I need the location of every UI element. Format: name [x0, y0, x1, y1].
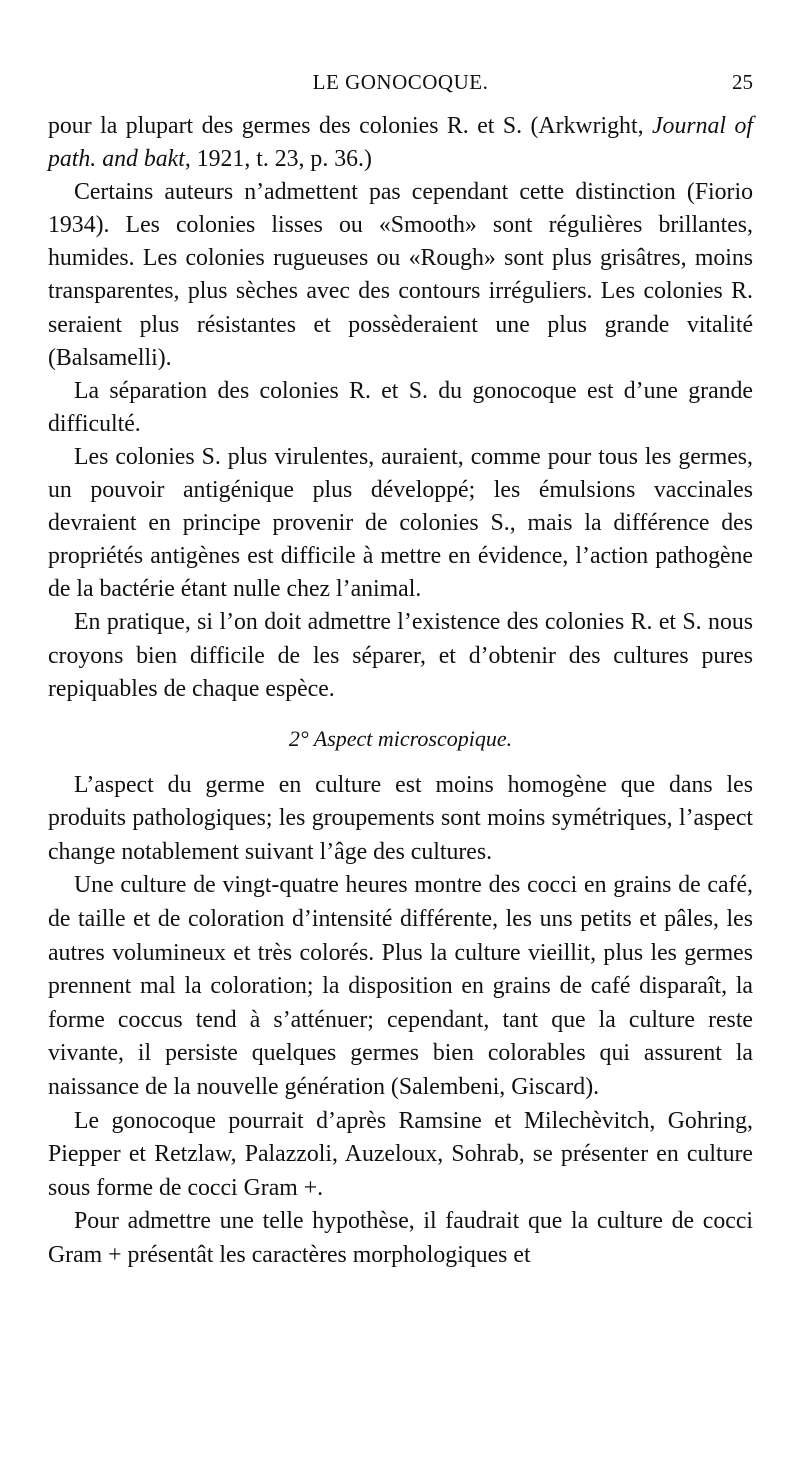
section-heading: 2° Aspect microscopique.	[288, 725, 513, 751]
paragraph: La séparation des colonies R. et S. du gonocoque est d’une grande difficulté.	[48, 377, 753, 437]
running-head	[48, 70, 753, 106]
page-number: 25	[732, 70, 753, 94]
running-title: LE GONOCOQUE.	[312, 70, 489, 94]
paragraph: Pour admettre une telle hypothèse, il faudrait que la culture de cocci Gram + présentât les caractères morphologiques et	[48, 1208, 753, 1268]
lower-text-block	[48, 769, 753, 1273]
paragraph-text: pour la plupart des germes des colonies R. et S. (Arkwright,	[48, 113, 652, 139]
paragraph: En pratique, si l’on doit admettre l’existence des colonies R. et S. nous croyons bien difficile de les séparer, et d’obtenir des cultures pures repiquables de chaque espèce.	[48, 609, 753, 702]
paragraph: Certains auteurs n’admettent pas cependant cette distinction (Fiorio 1934). Les colonies lisses ou «Smooth» sont régulières brillantes, humides. Les colonies rugueuses ou «Rough» sont plus grisâtres, moins transparentes, plus sèches avec des contours irréguliers. Les colonies R. seraient plus résistantes et possèderaient une plus grande vitalité (Balsamelli).	[48, 179, 753, 371]
body-text	[48, 110, 753, 1273]
paragraph: L’aspect du germe en culture est moins homogène que dans les produits pathologiques; les groupements sont moins symétriques, l’aspect change notablement suivant l’âge des cultures.	[48, 771, 753, 865]
paragraph-continuation	[48, 110, 753, 176]
journal-citation: Journal of path. and bakt,	[48, 113, 753, 173]
paragraph: Les colonies S. plus virulentes, auraient, comme pour tous les germes, un pouvoir antigénique plus développé; les émulsions vaccinales devraient en principe provenir de colonies S., mais la différence des propriétés antigènes est difficile à mettre en évidence, l’action pathogène de la bactérie étant nulle chez l’animal.	[48, 443, 753, 603]
paragraph-text: 1921, t. 23, p. 36.)	[190, 146, 372, 173]
paragraph: Une culture de vingt-quatre heures montre des cocci en grains de café, de taille et de coloration d’intensité différente, les uns petits et pâles, les autres volumineux et très colorés. Plus la culture vieillit, plus les germes prennent mal la coloration; la disposition en grains de café disparaît, la forme coccus tend à s’atténuer; cependant, tant que la culture reste vivante, il persiste quelques germes bien colorables qui assurent la naissance de la nouvelle génération (Salembeni, Giscard).	[48, 872, 753, 1101]
paragraph: Le gonocoque pourrait d’après Ramsine et Milechèvitch, Gohring, Piepper et Retzlaw, Palazzoli, Auzeloux, Sohrab, se présenter en culture sous forme de cocci Gram +.	[48, 1107, 753, 1201]
